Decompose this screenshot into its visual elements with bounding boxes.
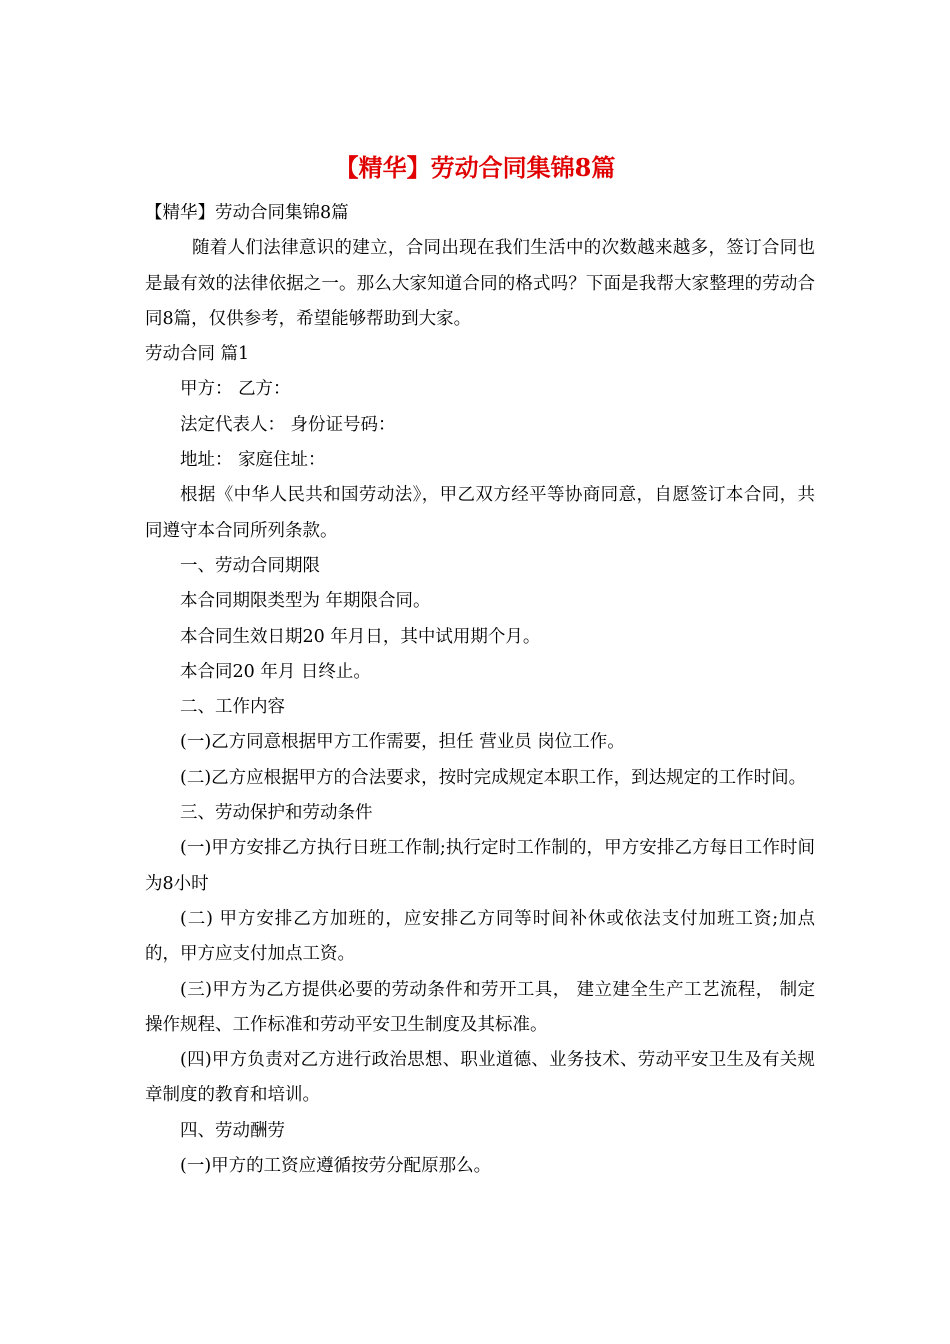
paragraph: 根据《中华人民共和国劳动法》，甲乙双方经平等协商同意，自愿签订本合同，共同遵守本合同所列条款。 bbox=[145, 485, 815, 541]
paragraph: 地址： 家庭住址： bbox=[180, 450, 326, 471]
paragraph: (一)甲方的工资应遵循按劳分配原那么。 bbox=[180, 1156, 492, 1177]
paragraph: (四)甲方负责对乙方进行政治思想、职业道德、业务技术、劳动平安卫生及有关规章制度的教育和培训。 bbox=[145, 1050, 815, 1106]
paragraph: 法定代表人： 身份证号码： bbox=[180, 414, 396, 435]
paragraph: 劳动合同 篇1 bbox=[145, 344, 250, 365]
paragraph: 二、工作内容 bbox=[180, 697, 285, 718]
paragraph: (二) 甲方安排乙方加班的，应安排乙方同等时间补休或依法支付加班工资;加点的，甲方应支付加点工资。 bbox=[145, 908, 815, 965]
paragraph: 甲方： 乙方： bbox=[180, 379, 291, 400]
paragraph: (一)乙方同意根据甲方工作需要，担任 营业员 岗位工作。 bbox=[180, 732, 625, 753]
paragraph: (二)乙方应根据甲方的合法要求，按时完成规定本职工作，到达规定的工作时间。 bbox=[180, 767, 807, 788]
document-title: 【精华】劳动合同集锦8篇 bbox=[334, 153, 616, 182]
paragraph: 四、劳动酬劳 bbox=[180, 1120, 285, 1141]
paragraph: 【精华】劳动合同集锦8篇 bbox=[145, 203, 349, 223]
paragraph: 一、劳动合同期限 bbox=[180, 555, 320, 576]
paragraph: 本合同20 年月 日终止。 bbox=[180, 661, 371, 682]
document-body bbox=[145, 196, 815, 1184]
paragraph: 随着人们法律意识的建立，合同出现在我们生活中的次数越来越多，签订合同也是最有效的法律依据之一。那么大家知道合同的格式吗？下面是我帮大家整理的劳动合同8篇，仅供参考，希望能够帮助到大家。 bbox=[145, 238, 815, 329]
paragraph: 本合同生效日期20 年月日，其中试用期个月。 bbox=[180, 626, 541, 647]
paragraph: (一)甲方安排乙方执行日班工作制;执行定时工作制的，甲方安排乙方每日工作时间为8小时 bbox=[145, 838, 815, 894]
paragraph: 本合同期限类型为 年期限合同。 bbox=[180, 591, 431, 612]
paragraph: (三)甲方为乙方提供必要的劳动条件和劳开工具， 建立建全生产工艺流程， 制定操作规程、工作标准和劳动平安卫生制度及其标准。 bbox=[145, 979, 815, 1035]
paragraph: 三、劳动保护和劳动条件 bbox=[180, 803, 373, 824]
